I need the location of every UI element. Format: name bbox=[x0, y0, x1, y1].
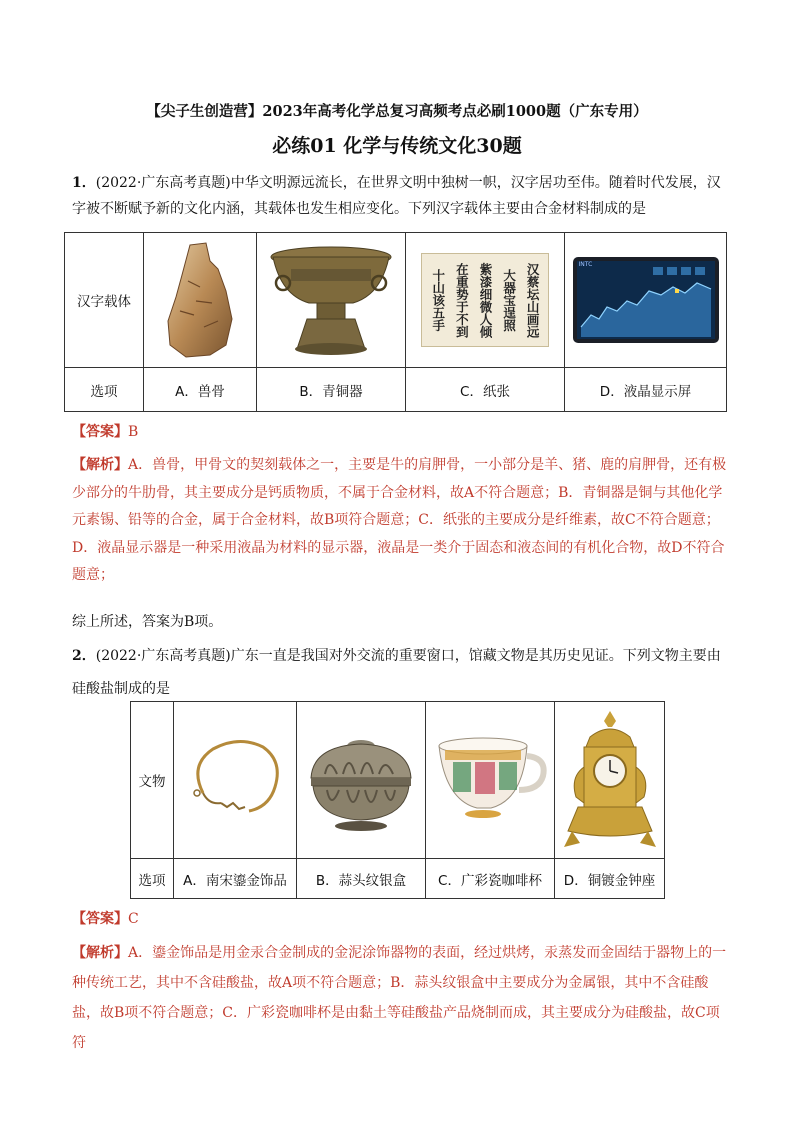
q1-analysis-text: A．兽骨，甲骨文的契刻载体之一，主要是牛的肩胛骨，一小部分是羊、猪、鹿的肩胛骨，还有极少部分的牛肋骨，其主要成分是钙质物质，不属于合金材料，故A不符合题意；B．青铜器是铜与其他化学元素锡、铅等的合金，属于合金材料，故B项符合题意；C．纸张的主要成分是纤维素，故C不符合题意；D．液晶显示器是一种采用液晶为材料的显示器，液晶是一类介于固态和液态间的有机化合物，故D不符合题意； bbox=[72, 457, 727, 583]
q1-option-label: 选项 bbox=[65, 368, 144, 412]
q1-image-row bbox=[65, 233, 727, 368]
q2-table bbox=[130, 701, 665, 899]
calligraphy-col: 汉蔡坛山画远 bbox=[525, 262, 541, 338]
gilt-ornament-image bbox=[183, 735, 287, 825]
q1-cell-bronze bbox=[257, 233, 406, 368]
doc-subtitle: 必练01 化学与传统文化30题 bbox=[272, 135, 522, 157]
lcd-chart-graphic bbox=[577, 261, 715, 339]
lcd-ticker: INTC bbox=[578, 261, 593, 268]
calligraphy-col: 紫漆细微人倾 bbox=[477, 262, 493, 338]
q2-answer-tag: 【答案】 bbox=[72, 911, 128, 927]
bronze-vessel-image bbox=[267, 241, 395, 359]
q1-summary: 综上所述，答案为B项。 bbox=[72, 614, 223, 630]
q2-stem-text: (2022·广东高考真题)广东一直是我国对外交流的重要窗口，馆藏文物是其历史见证。下列文物主要由硅酸盐制成的是 bbox=[72, 648, 721, 697]
calligraphy-col: 十山该五手 bbox=[430, 268, 446, 332]
q2-cell-cup bbox=[426, 702, 555, 859]
q1-option-b: B．青铜器 bbox=[257, 368, 406, 412]
q1-option-c: C．纸张 bbox=[406, 368, 565, 412]
q1-answer-value: B bbox=[128, 424, 139, 440]
q1-table bbox=[64, 232, 727, 412]
q2-image-row bbox=[131, 702, 665, 859]
q1-stem bbox=[72, 170, 732, 222]
q1-row-label: 汉字载体 bbox=[65, 233, 144, 368]
q1-analysis bbox=[72, 452, 732, 590]
q1-cell-paper bbox=[406, 233, 565, 368]
calligraphy-paper-image bbox=[421, 253, 549, 347]
q1-cell-bone bbox=[144, 233, 257, 368]
lcd-screen-image bbox=[573, 257, 719, 343]
q2-stem bbox=[72, 640, 732, 706]
q1-option-d: D．液晶显示屏 bbox=[565, 368, 727, 412]
q1-stem-text: (2022·广东高考真题)中华文明源远流长，在世界文明中独树一帜，汉字居功至伟。随着时代发展，汉字被不断赋予新的文化内涵，其载体也发生相应变化。下列汉字载体主要由合金材料制成的是 bbox=[72, 175, 721, 217]
q1-cell-lcd bbox=[565, 233, 727, 368]
q1-option-a: A．兽骨 bbox=[144, 368, 257, 412]
q2-option-a: A．南宋鎏金饰品 bbox=[174, 859, 297, 899]
q1-number: 1． bbox=[72, 175, 96, 191]
q2-option-row bbox=[131, 859, 665, 899]
q2-cell-silver bbox=[297, 702, 426, 859]
q2-analysis bbox=[72, 938, 732, 1058]
doc-title: 【尖子生创造营】2023年高考化学总复习高频考点必刷1000题（广东专用） bbox=[146, 103, 648, 120]
q2-option-b: B．蒜头纹银盒 bbox=[297, 859, 426, 899]
q1-analysis-tag: 【解析】 bbox=[72, 457, 128, 473]
gilt-clock-image bbox=[560, 707, 660, 853]
q2-analysis-text: A．鎏金饰品是用金汞合金制成的金泥涂饰器物的表面，经过烘烤，汞蒸发而金固结于器物上的一种传统工艺，其中不含硅酸盐，故A项不符合题意；B．蒜头纹银盒中主要成分为金属银，其中不含硅酸盐，故B项不符合题意；C．广彩瓷咖啡杯是由黏土等硅酸盐产品烧制而成，其主要成分为硅酸盐，故C项符 bbox=[72, 945, 727, 1051]
q2-analysis-tag: 【解析】 bbox=[72, 945, 128, 961]
q2-answer bbox=[72, 906, 732, 932]
porcelain-cup-image bbox=[431, 730, 549, 830]
q2-row-label: 文物 bbox=[131, 702, 174, 859]
q2-cell-gilt bbox=[174, 702, 297, 859]
q2-number: 2． bbox=[72, 648, 96, 664]
silver-box-image bbox=[303, 726, 419, 834]
oracle-bone-image bbox=[160, 241, 240, 359]
q2-option-c: C．广彩瓷咖啡杯 bbox=[426, 859, 555, 899]
q2-option-d: D．铜镀金钟座 bbox=[555, 859, 665, 899]
q1-option-row bbox=[65, 368, 727, 412]
q2-option-label: 选项 bbox=[131, 859, 174, 899]
q1-answer-tag: 【答案】 bbox=[72, 424, 128, 440]
q1-answer bbox=[72, 419, 732, 445]
calligraphy-col: 大器宝逞照 bbox=[501, 268, 517, 332]
q2-answer-value: C bbox=[128, 911, 139, 927]
q2-cell-clock bbox=[555, 702, 665, 859]
calligraphy-col: 在重势于不到 bbox=[454, 262, 470, 338]
